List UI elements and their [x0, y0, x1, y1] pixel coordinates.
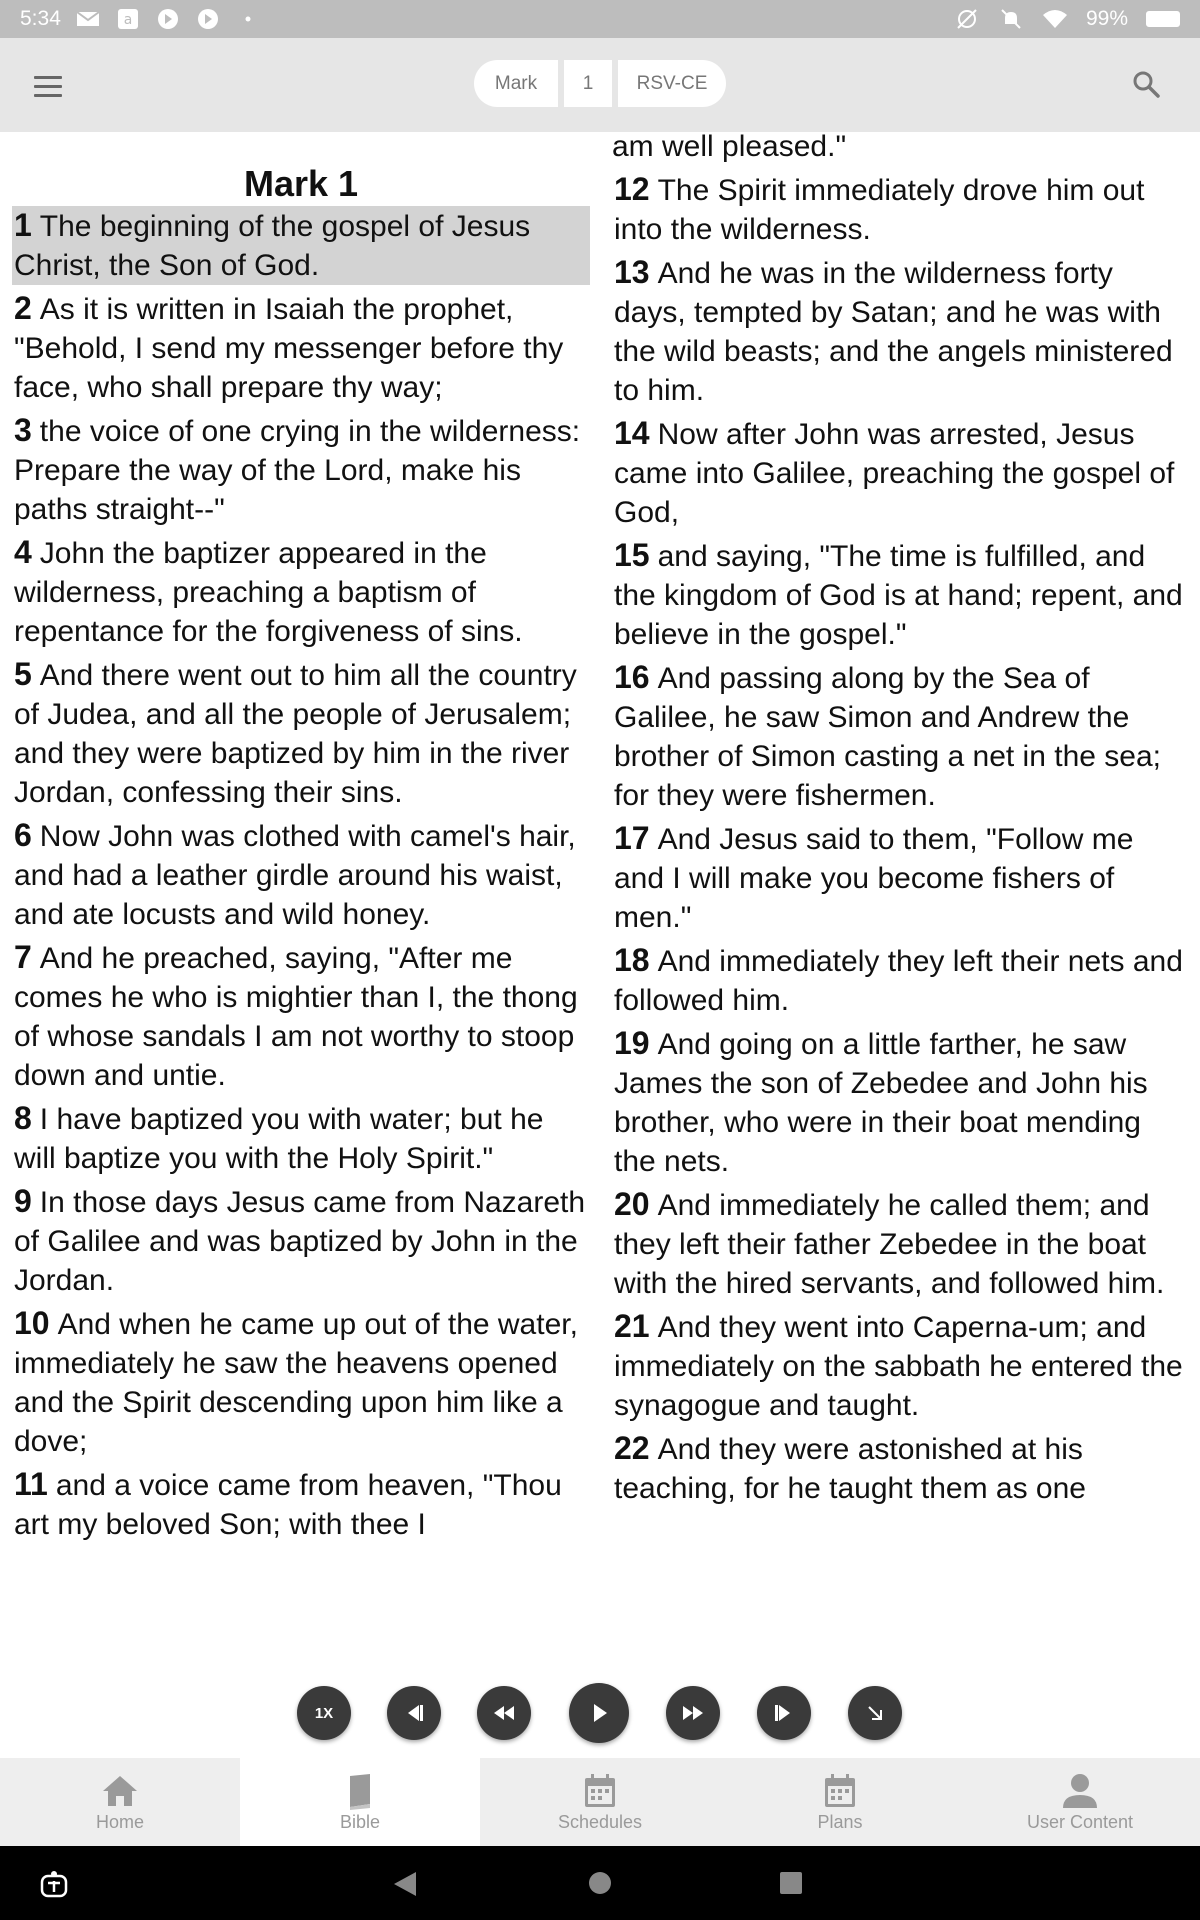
user-icon	[1060, 1772, 1100, 1810]
verse-text: And passing along by the Sea of Galilee, he saw Simon and Andrew the brother of Simon casting a net in the sea; for they were fishermen.	[614, 662, 1161, 812]
verse-number: 7	[14, 939, 32, 975]
skip-next-icon	[769, 1698, 799, 1728]
verse-7[interactable]	[12, 938, 590, 1095]
verse-1[interactable]	[12, 206, 590, 285]
top-app-bar	[0, 38, 1200, 132]
nav-user-content-label: User Content	[1026, 1811, 1134, 1832]
passage-selector	[474, 60, 726, 107]
verse-15[interactable]	[612, 536, 1190, 654]
nav-plans-label: Plans	[817, 1811, 863, 1832]
verse-12[interactable]	[612, 170, 1190, 249]
verse-text: And immediately he called them; and they left their father Zebedee in the boat with the hired servants, and followed him.	[614, 1189, 1165, 1300]
verse-number: 19	[614, 1025, 650, 1061]
scripture-view[interactable]	[0, 132, 1200, 1672]
nav-schedules-label: Schedules	[557, 1811, 643, 1832]
bible-icon	[340, 1772, 380, 1810]
verse-number: 6	[14, 817, 32, 853]
verse-text: As it is written in Isaiah the prophet, "Behold, I send my messenger before thy face, who shall prepare thy way;	[14, 293, 564, 404]
verse-number: 15	[614, 537, 650, 573]
verse-8[interactable]	[12, 1099, 590, 1178]
nav-bible[interactable]	[240, 1758, 480, 1846]
verse-text: And he was in the wilderness forty days, tempted by Satan; and he was with the wild beasts; and the angels ministered to him.	[614, 257, 1173, 407]
verse-number: 9	[14, 1183, 32, 1219]
accessibility-icon	[38, 1868, 70, 1900]
nav-home[interactable]	[0, 1758, 240, 1846]
verse-text: the voice of one crying in the wilderness: Prepare the way of the Lord, make his paths straight--"	[14, 415, 581, 526]
verse-10[interactable]	[12, 1304, 590, 1461]
verse-number: 17	[614, 820, 650, 856]
verse-number: 5	[14, 656, 32, 692]
accessibility-button[interactable]	[38, 1868, 70, 1900]
chapter-title: Mark 1	[243, 163, 359, 204]
search-button[interactable]	[1130, 68, 1164, 102]
verse-number: 21	[614, 1308, 650, 1344]
nav-bible-label: Bible	[339, 1811, 381, 1832]
mail-icon	[75, 8, 101, 30]
recents-button[interactable]	[780, 1872, 802, 1894]
verse-number: 13	[614, 254, 650, 290]
verse-text: Now John was clothed with camel's hair, and had a leather girdle around his waist, and ate locusts and wild honey.	[14, 820, 576, 931]
verse-21[interactable]	[612, 1307, 1190, 1425]
verse-number: 8	[14, 1100, 32, 1136]
svg-text:a: a	[123, 12, 133, 28]
calendar-icon	[580, 1772, 620, 1810]
verse-19[interactable]	[612, 1024, 1190, 1181]
menu-button[interactable]	[34, 68, 74, 104]
verse-20[interactable]	[612, 1185, 1190, 1303]
verse-text: And he preached, saying, "After me comes he who is mightier than I, the thong of whose sandals I am not worthy to stoop down and untie.	[14, 942, 578, 1092]
left-column	[12, 132, 590, 1548]
verse-3[interactable]	[12, 411, 590, 529]
verse-text: John the baptizer appeared in the wilderness, preaching a baptism of repentance for the forgiveness of sins.	[14, 537, 523, 648]
battery-percent: 99%	[1085, 7, 1128, 30]
rewind-icon	[489, 1698, 519, 1728]
verse-text: and a voice came from heaven, "Thou art my beloved Son; with thee I	[14, 1469, 562, 1541]
verse-number: 12	[614, 171, 650, 207]
verse-number: 16	[614, 659, 650, 695]
verse-text: I have baptized you with water; but he will baptize you with the Holy Spirit."	[14, 1103, 544, 1175]
verse-14[interactable]	[612, 414, 1190, 532]
recents-icon	[780, 1872, 802, 1894]
amazon-icon	[115, 8, 141, 30]
verse-text: And they went into Caperna-um; and immediately on the sabbath he entered the synagogue and taught.	[614, 1311, 1183, 1422]
verse-text: The beginning of the gospel of Jesus Christ, the Son of God.	[14, 210, 531, 282]
rewind-button[interactable]	[477, 1686, 531, 1740]
search-icon	[1130, 68, 1164, 102]
verse-number: 3	[14, 412, 32, 448]
verse-text: And Jesus said to them, "Follow me and I will make you become fishers of men."	[614, 823, 1134, 934]
audio-player	[0, 1686, 1200, 1746]
play-button[interactable]	[569, 1683, 629, 1743]
verse-9[interactable]	[12, 1182, 590, 1300]
dot-icon	[235, 8, 261, 30]
verse-6[interactable]	[12, 816, 590, 934]
chapter-selector[interactable]: 1	[564, 60, 612, 107]
verse-22[interactable]	[612, 1429, 1190, 1508]
verse-11[interactable]	[12, 1465, 590, 1544]
back-icon	[392, 1870, 418, 1898]
verse-number: 11	[14, 1466, 48, 1502]
next-chapter-button[interactable]	[757, 1686, 811, 1740]
verse-text: The Spirit immediately drove him out into the wilderness.	[614, 174, 1145, 246]
speed-button[interactable]: 1X	[297, 1686, 351, 1740]
back-button[interactable]	[392, 1870, 418, 1898]
nav-plans[interactable]	[720, 1758, 960, 1846]
battery-icon	[1146, 11, 1180, 27]
system-navigation-bar	[0, 1846, 1200, 1920]
play-icon	[155, 8, 181, 30]
verse-text: And when he came up out of the water, immediately he saw the heavens opened and the Spirit descending upon him like a dove;	[14, 1308, 578, 1458]
calendar-icon	[820, 1772, 860, 1810]
version-selector[interactable]: RSV-CE	[618, 60, 726, 107]
bottom-navigation	[0, 1758, 1200, 1846]
verse-18[interactable]	[612, 941, 1190, 1020]
verse-text: Now after John was arrested, Jesus came into Galilee, preaching the gospel of God,	[614, 418, 1175, 529]
verse-number: 14	[614, 415, 650, 451]
verse-13[interactable]	[612, 253, 1190, 410]
verse-text: And immediately they left their nets and followed him.	[614, 945, 1183, 1017]
home-icon	[100, 1772, 140, 1810]
mute-icon	[998, 8, 1024, 30]
verse-number: 22	[614, 1430, 650, 1466]
verse-16[interactable]	[612, 658, 1190, 815]
right-column	[612, 132, 1190, 1512]
wifi-icon	[1042, 8, 1068, 30]
verse-text: In those days Jesus came from Nazareth of Galilee and was baptized by John in the Jordan.	[14, 1186, 586, 1297]
nav-user-content[interactable]	[960, 1758, 1200, 1846]
verse-continuation[interactable]: am well pleased."	[612, 132, 847, 163]
status-bar	[0, 0, 1200, 38]
play-icon	[195, 8, 221, 30]
verse-number: 20	[614, 1186, 650, 1222]
verse-2[interactable]	[12, 289, 590, 407]
home-system-button[interactable]	[588, 1871, 612, 1895]
fast-forward-icon	[678, 1698, 708, 1728]
verse-text: And going on a little farther, he saw James the son of Zebedee and John his brother, who were in their boat mending the nets.	[614, 1028, 1148, 1178]
nav-schedules[interactable]	[480, 1758, 720, 1846]
verse-text: And there went out to him all the country of Judea, and all the people of Jerusalem; and they were baptized by him in the river Jordan, confessing their sins.	[14, 659, 577, 809]
verse-number: 1	[14, 207, 32, 243]
nav-home-label: Home	[95, 1811, 144, 1832]
verse-number: 2	[14, 290, 32, 326]
verse-text: And they were astonished at his teaching, for he taught them as one	[614, 1433, 1086, 1505]
fast-forward-button[interactable]	[666, 1686, 720, 1740]
verse-number: 10	[14, 1305, 50, 1341]
play-icon	[584, 1698, 614, 1728]
previous-chapter-button[interactable]	[387, 1686, 441, 1740]
home-circle-icon	[588, 1871, 612, 1895]
minimize-player-button[interactable]	[848, 1686, 902, 1740]
menu-icon	[34, 76, 62, 79]
status-time: 5:34	[20, 7, 61, 30]
verse-17[interactable]	[612, 819, 1190, 937]
no-data-icon	[954, 8, 980, 30]
book-selector[interactable]: Mark	[474, 60, 558, 107]
verse-text: and saying, "The time is fulfilled, and the kingdom of God is at hand; repent, and believe in the gospel."	[614, 540, 1183, 651]
verse-5[interactable]	[12, 655, 590, 812]
verse-number: 4	[14, 534, 32, 570]
skip-previous-icon	[399, 1698, 429, 1728]
verse-4[interactable]	[12, 533, 590, 651]
verse-number: 18	[614, 942, 650, 978]
collapse-arrow-icon	[860, 1698, 890, 1728]
